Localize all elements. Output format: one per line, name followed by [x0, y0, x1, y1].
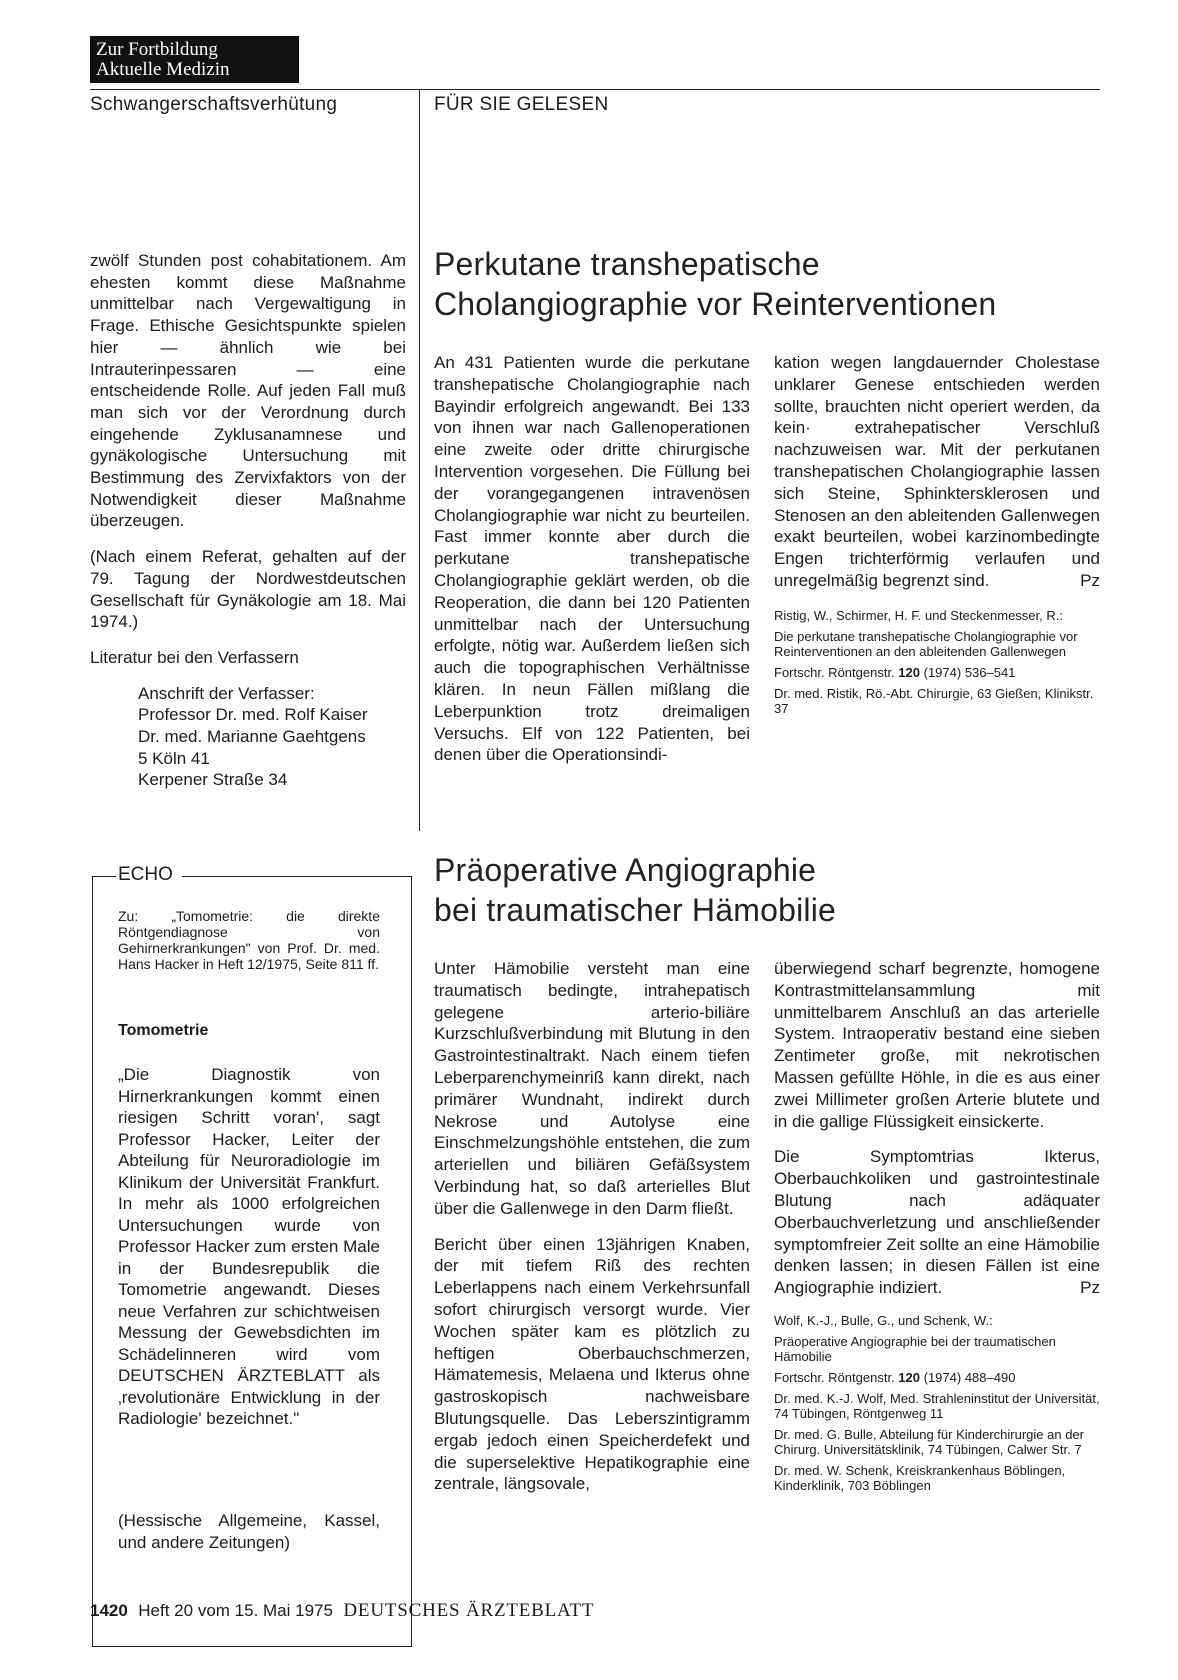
page-number: 1420 [90, 1601, 128, 1620]
section-badge [90, 36, 299, 83]
echo-source: (Hessische Allgemeine, Kassel, und andere Zeitungen) [118, 1511, 380, 1552]
issue-info: Heft 20 vom 15. Mai 1975 [138, 1601, 333, 1620]
referat-note: (Nach einem Referat, gehalten auf der 79. Tagung der Nordwestdeutschen Gesellschaft für Gynäkologie am 18. Mai 1974.) [90, 547, 406, 632]
column-divider [419, 89, 420, 831]
article2-ref-address-2: Dr. med. G. Bulle, Abteilung für Kinderchirurgie an der Chirurg. Universitätsklinik, 74 Tübingen, Calwer Str. 7 [774, 1426, 1084, 1457]
article2-col2-p2: Die Symptomtrias Ikterus, Oberbauchkoliken und gastrointestinale Blutung nach adäquater Oberbauchverletzung und anschließender symptomfreier Zeit sollte an eine Hämobilie denken lassen; in diesen Fällen ist eine Angiographie indiziert. [774, 1147, 1100, 1298]
article1-ref-volume: 120 [898, 664, 920, 680]
article1-ref-journal-post: (1974) 536–541 [923, 664, 1016, 680]
left-column [90, 250, 406, 791]
article1-ref-title: Die perkutane transhepatische Cholangiographie vor Reinterventionen an den ableitenden Gallenwegen [774, 628, 1078, 659]
article1-col2-text: kation wegen langdauernder Cholestase unklarer Genese entschieden werden sollte, brauchten nicht operiert werden, da kein· extrahepatischer Verschluß nachzuweisen war. Mit der perkutanen transhepatischen Cholangiographie lassen sich Steine, Sphinktersklerosen und Stenosen an den ableitenden Gallenwegen exakt beurteilen, wobei karzinombedingte Engen trichterförmig verlaufen und unregelmäßig begrenzt sind. [774, 353, 1100, 590]
article1-ref-journal [774, 665, 1100, 680]
article2-ref-authors: Wolf, K.-J., Bulle, G., und Schenk, W.: [774, 1312, 993, 1328]
echo-top-rule-left [92, 876, 116, 877]
article2-ref-volume: 120 [898, 1369, 920, 1385]
article2-ref-address-3: Dr. med. W. Schenk, Kreiskrankenhaus Böblingen, Kinderklinik, 703 Böblingen [774, 1462, 1066, 1493]
article2-title-line-1: Präoperative Angiographie [434, 852, 817, 888]
article2-col1-p2: Bericht über einen 13jährigen Knaben, der mit tiefem Riß des rechten Leberlappens nach einem Verkehrsunfall sofort chirurgisch versorgt wurde. Vier Wochen später kam es plötzlich zu heftigen Oberbauchschmerzen, Hämatemesis, Melaena und Ikterus ohne gastroskopisch nachweisbare Blutungsquelle. Das Leberszintigramm ergab jedoch einen Speicherdefekt und die superselektive Hepatikographie eine zentrale, längsovale, [434, 1234, 750, 1494]
article1-col2 [774, 352, 1100, 722]
article2-col2 [774, 958, 1100, 1499]
address-line: Anschrift der Verfasser: [138, 683, 315, 703]
badge-line-2: Aktuelle Medizin [96, 59, 230, 80]
left-header: Schwangerschaftsverhütung [90, 94, 338, 115]
article1-col1: An 431 Patienten wurde die perkutane transhepatische Cholangiographie nach Bayindir erfolgreich angewandt. Bei 133 von ihnen war nach Gallenoperationen eine zweite oder dritte chirurgische Intervention vorgesehen. Die Füllung bei der vorangegangenen intravenösen Cholangiographie war nicht zu beurteilen. Fast immer konnte aber durch die perkutane transhepatische Cholangiographie geklärt werden, ob die Reoperation, die dann bei 120 Patienten unmittelbar nach der Untersuchung erfolgte, nötig war. Außerdem ließen sich auch die topographischen Verhältnisse klären. In neun Fällen mißlang die Leberpunktion trotz dreimaligen Versuchs. Elf von 122 Patienten, bei denen über die Operationsindi- [434, 353, 750, 765]
article2-ref-journal [774, 1370, 1100, 1385]
article2-col1 [434, 958, 750, 1495]
header-rule [90, 89, 1100, 90]
article1-title-line-2: Cholangiographie vor Reinterventionen [434, 286, 997, 322]
address-line: Dr. med. Marianne Gaehtgens [138, 727, 366, 747]
echo-top-rule-right [182, 876, 412, 877]
article1-ref-journal-pre: Fortschr. Röntgenstr. [774, 664, 895, 680]
article1-signature: Pz [1080, 570, 1100, 590]
article2-ref-journal-pre: Fortschr. Röntgenstr. [774, 1369, 895, 1385]
address-line: Professor Dr. med. Rolf Kaiser [138, 705, 368, 725]
article2-title [434, 850, 1114, 930]
article2-ref-address-1: Dr. med. K.-J. Wolf, Med. Strahleninstitut der Universität, 74 Tübingen, Röntgenweg 11 [774, 1390, 1100, 1421]
article2-col2-p1: überwiegend scharf begrenzte, homogene Kontrastmittelansammlung mit unmittelbarem Anschluß an das arterielle System. Intraoperativ bestand eine sieben Zentimeter große, mit nekrotischen Massen gefüllte Höhle, in die es aus einer zwei Millimeter großen Arterie blutete und in die gallige Flüssigkeit einsickerte. [774, 959, 1100, 1131]
article2-signature: Pz [1080, 1278, 1100, 1298]
article1-title-line-1: Perkutane transhepatische [434, 246, 820, 282]
article2-ref-title: Präoperative Angiographie bei der traumatischen Hämobilie [774, 1333, 1056, 1364]
article1-ref-address: Dr. med. Ristik, Rö.-Abt. Chirurgie, 63 Gießen, Klinikstr. 37 [774, 685, 1094, 716]
address-line: Kerpener Straße 34 [138, 770, 288, 790]
article1-ref-authors: Ristig, W., Schirmer, H. F. und Steckenmesser, R.: [774, 607, 1063, 623]
author-address [138, 683, 406, 792]
echo-label: ECHO [118, 864, 173, 885]
continuation-text: zwölf Stunden post cohabitationem. Am ehesten kommt diese Maßnahme unmittelbar nach Vergewaltigung in Frage. Ethische Gesichtspunkte spielen hier — ähnlich wie bei Intrauterinpessaren — eine entscheidende Rolle. Auf jeden Fall muß man sich vor der Verordnung durch eingehende Zyklusanamnese und gynäkologische Untersuchung mit Bestimmung des Zervixfaktors von der Notwendigkeit dieser Maßnahme überzeugen. [90, 251, 406, 531]
article2-ref-journal-post: (1974) 488–490 [923, 1369, 1016, 1385]
badge-line-1: Zur Fortbildung [96, 39, 218, 60]
address-line: 5 Köln 41 [138, 748, 210, 768]
echo-heading: Tomometrie [118, 1022, 209, 1039]
echo-intro: Zu: „Tomometrie: die direkte Röntgendiagnose von Gehirnerkrankungen" von Prof. Dr. med. Hans Hacker in Heft 12/1975, Seite 811 ff. [118, 908, 380, 972]
article1-title [434, 244, 1114, 324]
publication-name: DEUTSCHES ÄRZTEBLATT [343, 1600, 595, 1621]
literature-note: Literatur bei den Verfassern [90, 647, 299, 667]
page-footer [90, 1600, 594, 1622]
echo-quote: „Die Diagnostik von Hirnerkrankungen kommt einen riesigen Schritt voran', sagt Professor Hacker, Leiter der Abteilung für Neuroradiologie im Klinikum der Universität Frankfurt. In mehr als 1000 erfolgreichen Untersuchungen wurde von Professor Hacker zum ersten Male in der Bundesrepublik die Tomometrie angewandt. Dieses neue Verfahren zur schichtweisen Messung der Gewebsdichten im Schädelinneren wird vom DEUTSCHEN ÄRZTEBLATT als ‚revolutionäre Entwicklung in der Radiologie' bezeichnet." [118, 1065, 380, 1428]
right-header: FÜR SIE GELESEN [434, 94, 609, 115]
article2-title-line-2: bei traumatischer Hämobilie [434, 892, 837, 928]
article2-col1-p1: Unter Hämobilie versteht man eine traumatisch bedingte, intrahepatisch gelegene arterio-biliäre Kurzschlußverbindung mit Blutung in den Gastrointestinaltrakt. Nach einem tiefen Leberparenchymeinriß kann direkt, nach primärer Wundnaht, indirekt durch Nekrose und Autolyse eine Einschmelzungshöhle entstehen, die zum arteriellen und biliären Gefäßsystem Verbindung hat, so daß arterielles Blut über die Gallenwege in den Darm fließt. [434, 959, 750, 1218]
